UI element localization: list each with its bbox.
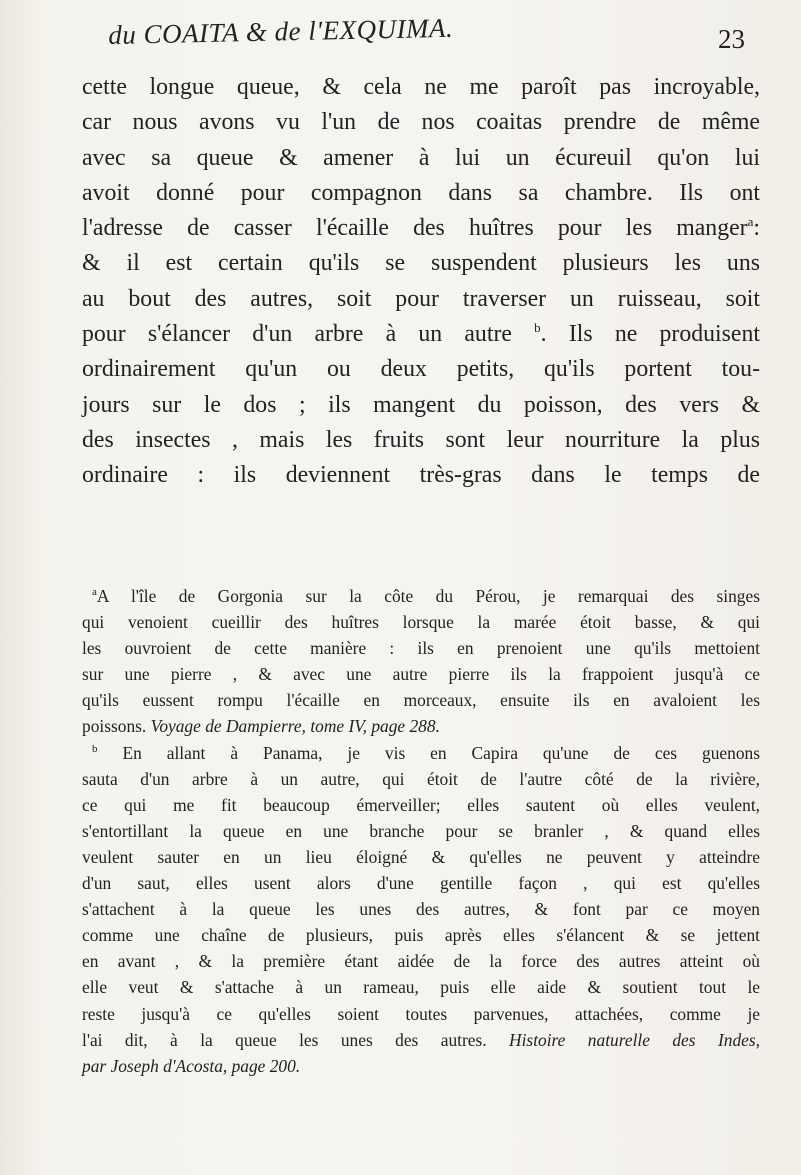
main-text (82, 70, 760, 494)
body-line: & il est certain qu'ils se suspendent plusieurs les uns (82, 250, 760, 277)
footnote-line: sauta d'un arbre à un autre, qui étoit de l'autre côté de la rivière, (82, 768, 760, 789)
body-line: cette longue queue, & cela ne me paroît pas incroyable, (82, 74, 760, 100)
page-number: 23 (718, 24, 745, 54)
footnote-line: les ouvroient de cette manière : ils en prenoient une qu'ils mettoient (82, 638, 760, 659)
body-line-tail: . Ils ne produisent (540, 321, 760, 348)
footnote-ref-b: b (534, 320, 541, 336)
footnote-line (82, 1053, 760, 1079)
page-header (108, 12, 745, 60)
footnote-line: qu'ils eussent rompu l'écaille en morceaux, ensuite ils en avaloient les (82, 690, 760, 711)
body-line: jours sur le dos ; ils mangent du poisson, des vers & (82, 391, 760, 418)
footnote-line: elle veut & s'attache à un rameau, puis elle aide & soutient tout le (82, 977, 760, 998)
footnote-line-text: En allant à Panama, je vis en Capira qu'une de ces guenons (122, 742, 760, 763)
footnote-line: s'entortillant la queue en une branche pour se branler , & quand elles (82, 820, 760, 841)
footnote-line: qui venoient cueillir des huîtres lorsque la marée étoit basse, & qui (82, 612, 760, 633)
body-line-text: pour s'élancer d'un arbre à un autre (82, 321, 512, 348)
footnote-line: reste jusqu'à ce qu'elles soient toutes parvenues, attachées, comme je (82, 1003, 760, 1024)
footnote-line-text: A l'île de Gorgonia sur la côte du Pérou, je remarquai des singes (96, 586, 760, 606)
body-line (82, 211, 760, 246)
body-line: ordinairement qu'un ou deux petits, qu'ils portent tou- (82, 356, 760, 383)
footnote-line (82, 583, 760, 609)
footnote-line-text: l'ai dit, à la queue les unes des autres. (82, 1029, 510, 1050)
footnote-line: comme une chaîne de plusieurs, puis après elles s'élancent & se jettent (82, 925, 760, 946)
citation: Voyage de Dampierre, tome IV, page 288. (150, 716, 440, 737)
body-line: au bout des autres, soit pour traverser un ruisseau, soit (82, 285, 760, 312)
footnote-mark-a: a (92, 586, 97, 598)
body-line-tail: : (753, 215, 760, 242)
footnote-mark-b: b (92, 742, 98, 755)
body-line: car nous avons vu l'un de nos coaitas prendre de même (82, 109, 760, 136)
footnote-line: en avant , & la première étant aidée de la force des autres atteint où (82, 951, 760, 972)
footnote-line: veulent sauter en un lieu éloigné & qu'elles ne peuvent y atteindre (82, 846, 760, 867)
footnotes (82, 583, 760, 1079)
body-line-text: l'adresse de casser l'écaille des huîtres pour les manger (82, 215, 748, 242)
citation: Histoire naturelle des Indes, (509, 1029, 760, 1050)
running-head: du COAITA & de l'EXQUIMA. (108, 12, 454, 50)
footnote-line: sur une pierre , & avec une autre pierre ils la frappoient jusqu'à ce (82, 664, 760, 685)
footnote-line: s'attachent à la queue les unes des autres, & font par ce moyen (82, 899, 760, 920)
footnote-line (82, 740, 760, 766)
footnote-line (82, 713, 760, 739)
footnote-line-text: poissons. (82, 716, 151, 737)
footnote-b (82, 740, 760, 1079)
footnote-ref-a: a (747, 214, 754, 230)
footnote-a (82, 583, 760, 740)
body-line: des insectes , mais les fruits sont leur nourriture la plus (82, 426, 760, 453)
body-line (82, 317, 760, 352)
footnote-line (82, 1027, 760, 1053)
citation-author: par Joseph d'Acosta, page 200. (82, 1055, 301, 1076)
body-line: avec sa queue & amener à lui un écureuil qu'on lui (82, 144, 760, 171)
body-line: avoit donné pour compagnon dans sa chambre. Ils ont (82, 179, 760, 206)
footnote-line: d'un saut, elles usent alors d'une gentille façon , qui est qu'elles (82, 873, 760, 894)
footnote-line: ce qui me fit beaucoup émerveiller; elles sautent où elles veulent, (82, 794, 760, 815)
body-line: ordinaire : ils deviennent très-gras dans le temps de (82, 462, 760, 489)
